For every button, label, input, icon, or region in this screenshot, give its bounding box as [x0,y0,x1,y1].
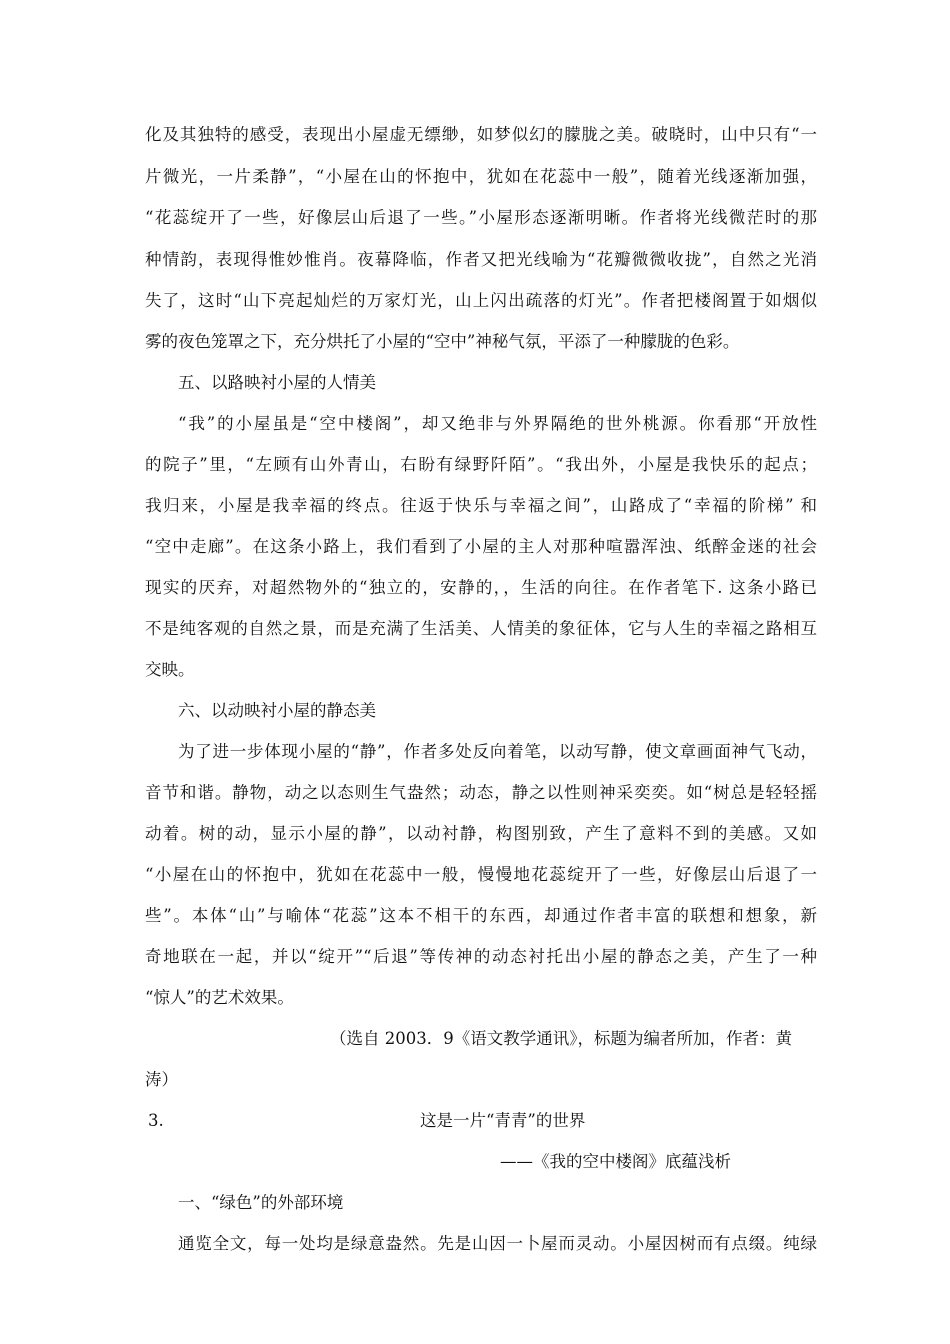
section-heading: 五、以路映衬小屋的人情美 [178,373,376,392]
body-line: 奇地联在一起，并以“绽开”“后退”等传神的动态衬托出小屋的静态之美，产生了一种 [145,947,817,966]
body-line: 片微光，一片柔静”，“小屋在山的怀抱中，犹如在花蕊中一般”，随着光线逐渐加强， [145,167,817,186]
body-line: “我”的小屋虽是“空中楼阁”，却又绝非与外界隔绝的世外桃源。你看那“开放性 [178,414,817,433]
body-line: 失了，这时“山下亮起灿烂的万家灯光，山上闪出疏落的灯光”。作者把楼阁置于如烟似 [145,291,817,310]
body-line: 化及其独特的感受，表现出小屋虚无缥缈，如梦似幻的朦胧之美。破晓时，山中只有“一 [145,125,817,144]
source-citation: （选自 2003．9《语文教学通讯》，标题为编者所加，作者：黄 [330,1029,792,1048]
article-subtitle: ——《我的空中楼阁》底蕴浅析 [500,1152,731,1171]
source-citation-cont: 涛） [145,1070,178,1089]
body-line: 现实的厌弃，对超然物外的“独立的，安静的，，生活的向往。在作者笔下. 这条小路已 [145,578,817,597]
body-line: 通览全文，每一处均是绿意盎然。先是山因一卜屋而灵动。小屋因树而有点缀。纯绿 [178,1234,817,1253]
body-line: 为了进一步体现小屋的“静”，作者多处反向着笔，以动写静，使文章画面神气飞动， [178,742,817,761]
body-line: 音节和谐。静物，动之以态则生气盎然；动态，静之以性则神采奕奕。如“树总是轻轻摇 [145,783,817,802]
body-line: 些”。本体“山”与喻体“花蕊”这本不相干的东西，却通过作者丰富的联想和想象，新 [145,906,817,925]
body-line: “花蕊绽开了一些，好像层山后退了一些。”小屋形态逐渐明晰。作者将光线微茫时的那 [145,208,817,227]
body-line: 动着。树的动，显示小屋的静”，以动衬静，构图别致，产生了意料不到的美感。又如 [145,824,817,843]
body-line: 雾的夜色笼罩之下，充分烘托了小屋的“空中”神秘气氛，平添了一种朦胧的色彩。 [145,332,740,351]
body-line: 不是纯客观的自然之景，而是充满了生活美、人情美的象征体，它与人生的幸福之路相互 [145,619,817,638]
body-line: “小屋在山的怀抱中，犹如在花蕊中一般，慢慢地花蕊绽开了一些，好像层山后退了一 [145,865,817,884]
body-line: 我归来，小屋是我幸福的终点。往返于快乐与幸福之间”，山路成了“幸福的阶梯” 和 [145,496,817,515]
body-line: 交映。 [145,660,195,679]
body-line: 种情韵，表现得惟妙惟肖。夜幕降临，作者又把光线喻为“花瓣微微收拢”，自然之光消 [145,250,817,269]
article-title: 这是一片“青青”的世界 [420,1111,586,1130]
section-heading: 一、“绿色”的外部环境 [178,1193,344,1212]
body-line: “惊人”的艺术效果。 [145,988,294,1007]
body-line: “空中走廊”。在这条小路上，我们看到了小屋的主人对那种喧嚣浑浊、纸醉金迷的社会 [145,537,817,556]
item-number: 3. [148,1111,164,1130]
body-line: 的院子”里，“左顾有山外青山，右盼有绿野阡陌”。“我出外，小屋是我快乐的起点； [145,455,817,474]
section-heading: 六、以动映衬小屋的静态美 [178,701,376,720]
